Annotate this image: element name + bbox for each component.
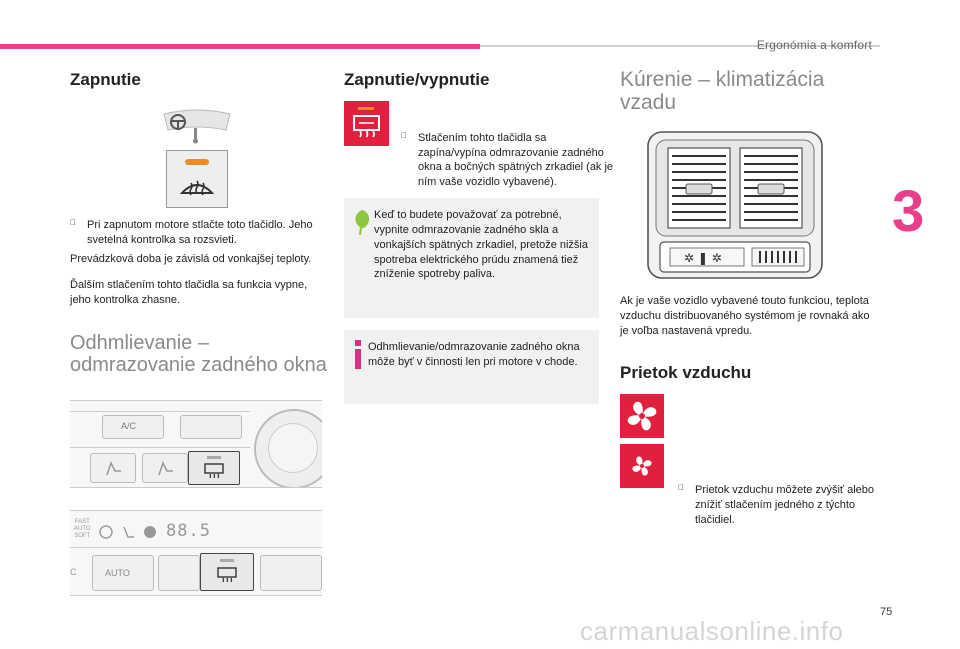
front-defrost-icon xyxy=(179,173,215,199)
panel2-c-label: C xyxy=(70,567,77,577)
auto-label: AUTO xyxy=(105,568,130,578)
eco-leaf-icon xyxy=(352,208,372,236)
control-panel-2 xyxy=(70,510,322,596)
indicator-lamp xyxy=(185,159,209,165)
prietok-bullet: Prietok vzduchu môžete zvýšiť alebo znížiť stlačením jedného z týchto tlačidiel. xyxy=(695,484,874,526)
zapnutie-paragraph-1: Prevádzková doba je závislá od vonkajšej teploty. xyxy=(70,253,312,265)
eco-note-text: Keď to budete považovať za potrebné, vypnite odmrazovanie zadného skla a vonkajších spätných zrkadiel, pretože nižšia spotreba elektrického prúdu znamená tiež zníženie spotreby paliva. xyxy=(374,209,588,281)
info-icon xyxy=(352,340,364,370)
fan-decrease-button[interactable] xyxy=(620,444,664,488)
rear-defrost-icon xyxy=(352,114,381,140)
rear-defrost-icon xyxy=(204,463,224,479)
kurenie-heading xyxy=(620,68,824,114)
info-note-text: Odhmlievanie/odmrazovanie zadného okna môže byť v činnosti len pri motore v chode. xyxy=(368,341,580,368)
ac-label: A/C xyxy=(121,421,137,431)
zapnutie-paragraph-2: Ďalším stlačením tohto tlačidla sa funkcia vypne, jeho kontrolka zhasne. xyxy=(70,279,308,306)
front-defrost-button[interactable] xyxy=(166,150,228,208)
chapter-number: 3 xyxy=(892,179,925,244)
rear-defrost-panel2-button[interactable] xyxy=(200,553,254,591)
auto-soft-labels: FAST AUTO SOFT xyxy=(74,519,91,539)
odhmlievanie-heading-line1: Odhmlievanie – xyxy=(70,332,209,354)
seat-heat-left-button[interactable] xyxy=(90,453,136,483)
section-header: Ergonómia a komfort xyxy=(756,38,872,52)
zapnutie-title: Zapnutie xyxy=(70,70,141,89)
temp-display: 88.5 xyxy=(166,521,211,541)
zapnutie-vypnutie-title: Zapnutie/vypnutie xyxy=(344,70,490,89)
seat-heat-right-button[interactable] xyxy=(142,453,188,483)
zapnutie-vypnutie-bullet: Stlačením tohto tlačidla sa zapína/vypína odmrazovanie zadného okna a bočných spätných zrkadiel (ak je ním vaše vozidlo vybavené). xyxy=(418,131,614,189)
eco-note-box xyxy=(344,198,599,318)
ac-button[interactable] xyxy=(102,415,164,439)
odhmlievanie-heading xyxy=(70,332,330,376)
auto-button[interactable] xyxy=(92,555,154,591)
top-accent-bar xyxy=(0,44,480,49)
kurenie-paragraph: Ak je vaše vozidlo vybavené touto funkciou, teplota vzduchu distribuovaného systémom je rovnaká ako je voľba nastavená vpredu. xyxy=(620,295,870,337)
info-note-box xyxy=(344,330,599,404)
zapnutie-bullet: Pri zapnutom motore stlačte toto tlačidlo. Jeho svetelná kontrolka sa rozsvieti. xyxy=(87,219,313,246)
indicator-lamp xyxy=(358,107,374,110)
rear-defrost-button[interactable] xyxy=(344,101,389,146)
rear-defrost-icon xyxy=(217,567,237,583)
rear-vent-icon xyxy=(646,130,824,280)
kurenie-heading-line1: Kúrenie – klimatizácia xyxy=(620,68,825,91)
prietok-title: Prietok vzduchu xyxy=(620,363,752,382)
temperature-knob[interactable] xyxy=(254,409,322,488)
panel2-button-mid[interactable] xyxy=(158,555,200,591)
control-panel-1 xyxy=(70,400,322,488)
kurenie-heading-line2: vzadu xyxy=(620,91,677,115)
panel1-button-2[interactable] xyxy=(180,415,242,439)
page-number: 75 xyxy=(880,606,893,618)
seat-heat-icon xyxy=(103,459,123,477)
fan-large-icon xyxy=(624,398,660,434)
steering-wheel-icon xyxy=(160,108,234,144)
panel2-button-right[interactable] xyxy=(260,555,322,591)
odhmlievanie-heading-line2: odmrazovanie zadného okna xyxy=(70,354,327,376)
fan-increase-button[interactable] xyxy=(620,394,664,438)
panel2-icons xyxy=(98,523,164,541)
svg-text:✲ ❚ ✲: ✲ ❚ ✲ xyxy=(684,251,722,265)
watermark: carmanualsonline.info xyxy=(580,616,844,646)
rear-defrost-panel-button[interactable] xyxy=(188,451,240,485)
seat-heat-icon xyxy=(155,459,175,477)
fan-small-icon xyxy=(630,454,654,478)
